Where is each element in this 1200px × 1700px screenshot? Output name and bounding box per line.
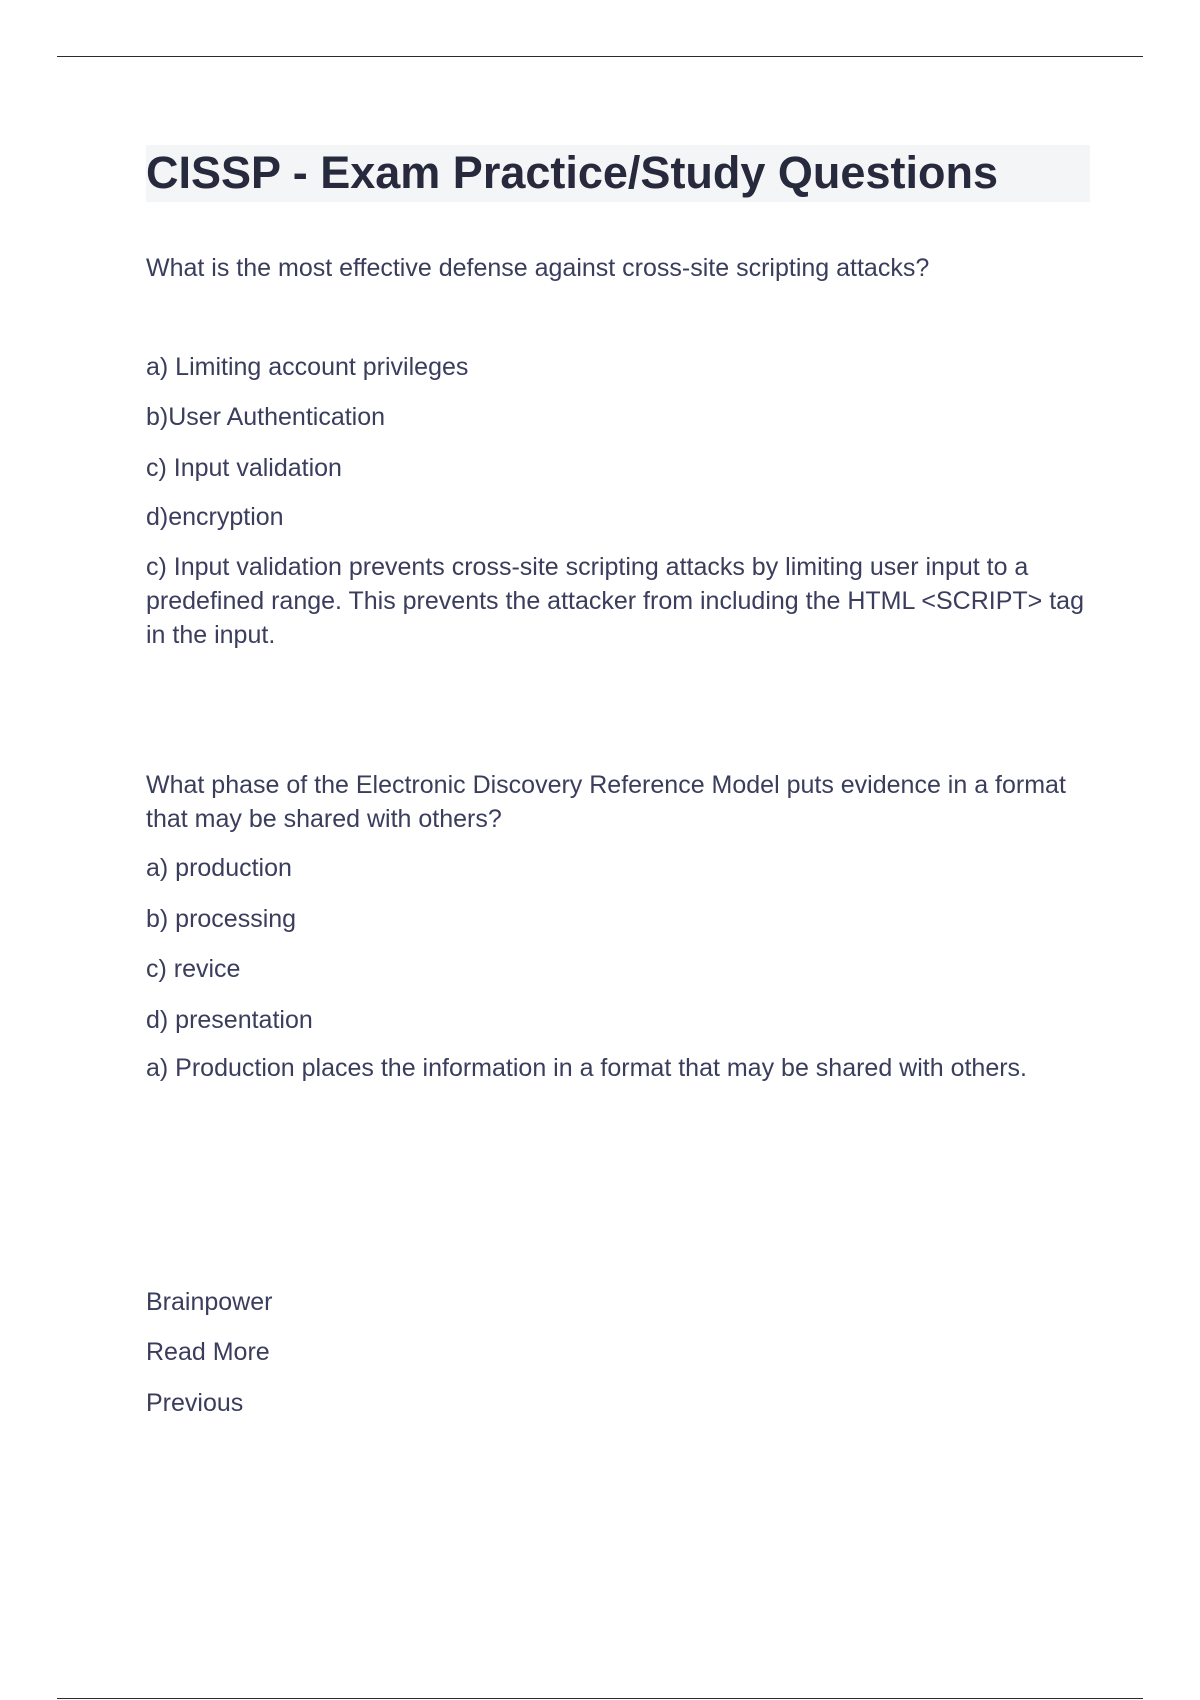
top-divider [57, 56, 1143, 57]
question-2-option-d: d) presentation [146, 1006, 313, 1034]
question-2-option-b: b) processing [146, 905, 297, 933]
question-1-option-d: d)encryption [146, 503, 284, 531]
question-1-option-c: c) Input validation [146, 454, 342, 482]
footer-link-read-more[interactable]: Read More [146, 1338, 270, 1366]
bottom-divider [57, 1698, 1143, 1699]
question-1-option-a: a) Limiting account privileges [146, 353, 469, 381]
question-1-option-b: b)User Authentication [146, 403, 386, 431]
footer-link-previous[interactable]: Previous [146, 1389, 244, 1417]
question-1-answer: c) Input validation prevents cross-site scripting attacks by limiting user input to a predefined range. This prevents the attacker from including the HTML <SCRIPT> tag in the input. [146, 553, 1084, 649]
question-1-text: What is the most effective defense against cross-site scripting attacks? [146, 254, 930, 282]
page-title: CISSP - Exam Practice/Study Questions [146, 147, 998, 198]
question-2-option-a: a) production [146, 854, 292, 882]
question-2-text: What phase of the Electronic Discovery Reference Model puts evidence in a format that may be shared with others? [146, 771, 1066, 833]
question-2-answer: a) Production places the information in a format that may be shared with others. [146, 1054, 1028, 1082]
question-2-option-c: c) revice [146, 955, 241, 983]
footer-link-brainpower[interactable]: Brainpower [146, 1288, 273, 1316]
